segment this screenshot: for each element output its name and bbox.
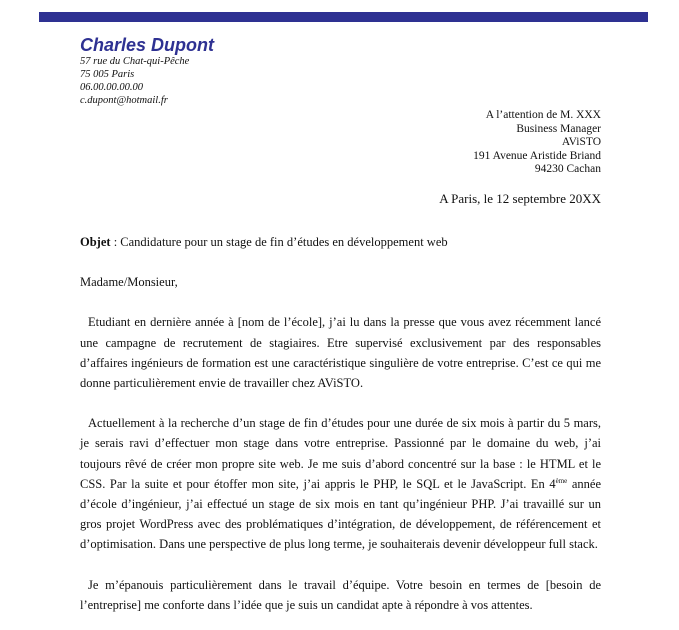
- object-label: Objet: [80, 235, 111, 249]
- salutation: Madame/Monsieur,: [80, 275, 178, 290]
- sender-block: [80, 35, 214, 107]
- sender-phone: 06.00.00.00.00: [80, 82, 143, 93]
- recipient-street: 191 Avenue Aristide Briand: [473, 149, 601, 162]
- sender-name: Charles Dupont: [80, 35, 215, 55]
- sender-city: 75 005 Paris: [80, 69, 135, 80]
- object-text: : Candidature pour un stage de fin d’études en développement web: [110, 235, 448, 249]
- recipient-attention: A l’attention de M. XXX: [485, 109, 601, 121]
- ordinal-superscript: ème: [555, 476, 568, 485]
- letter-body: [80, 232, 601, 615]
- date-line: A Paris, le 12 septembre 20XX: [439, 191, 601, 206]
- recipient-title: Business Manager: [516, 122, 601, 135]
- paragraph-3: Je m’épanouis particulièrement dans le travail d’équipe. Votre besoin en termes de [besoin de l’entreprise] me conforte dans l’idée que je suis un candidat apte à répondre à vos attentes.: [80, 577, 601, 612]
- paragraph-2: [80, 413, 601, 554]
- header-accent-bar: [39, 12, 648, 22]
- paragraph-2-part-b: année d’école d’ingénieur, j’ai effectué un stage de six mois en tant qu’ingénieur PHP. J’ai travaillé sur un gros projet WordPress avec des problématiques d’intégration, de développement, de référencement et d’optimisation. Dans une perspective de plus long terme, je souhaiterais devenir développeur full stack.: [80, 476, 601, 552]
- sender-street: 57 rue du Chat-qui-Pêche: [80, 56, 190, 67]
- recipient-city: 94230 Cachan: [534, 163, 601, 175]
- paragraph-2-part-a: Actuellement à la recherche d’un stage de fin d’études pour une durée de six mois à partir du 5 mars, je serais ravi d’effectuer mon stage dans votre entreprise. Passionné par le domaine du web, j’ai toujours rêvé de créer mon propre site web. Je me suis d’abord concentré sur la base : le HTML et le CSS. Par la suite et pour étoffer mon site, j’ai appris le PHP, le SQL et le JavaScript. En 4: [80, 416, 601, 491]
- paragraph-1: Etudiant en dernière année à [nom de l’école], j’ai lu dans la presse que vous avez récemment lancé une campagne de recrutement de stagiaires. Etre supervisé exclusivement par des responsables d’affaires ingénieurs de formation est une caractéristique singulière de votre entreprise. C’est ce qui me donne particulièrement envie de travailler chez AViSTO.: [80, 315, 601, 391]
- recipient-block: [473, 109, 601, 177]
- recipient-company: AViSTO: [561, 136, 601, 148]
- object-line: [80, 232, 601, 252]
- sender-email: c.dupont@hotmail.fr: [80, 95, 168, 106]
